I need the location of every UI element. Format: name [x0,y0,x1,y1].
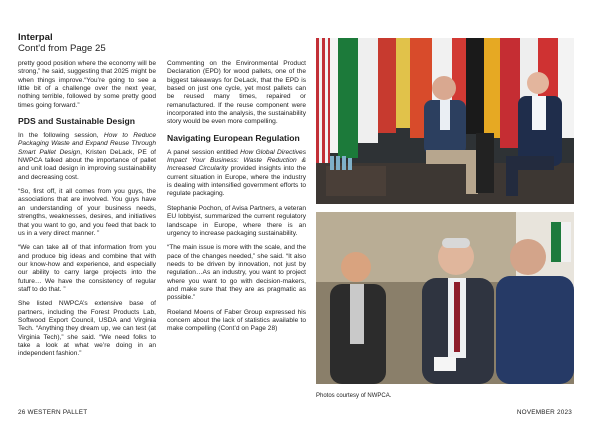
quote-paragraph: “So, first off, it all comes from you guys, the associations that are involved. You guys have an understanding of your business needs, strengths, weaknesses, desires, and initiatives that you want to go, and you feed that back to us in a very direct manner. ” [18,188,156,237]
paragraph: Commenting on the Environmental Product Declaration (EPD) for wood pallets, one of the biggest takeaways for DeLack, that the EPD is based on just one cycle, yet most pallets can be reused many times, repaired or remanufactured. If the reuse component were incorporated into the analysis, the sustainability story would be even more compelling. [167,60,306,126]
paragraph-text: , Kristen DeLack, PE of NWPCA talked about the importance of pallet and unit load design in improving sustainability and decreasing cost. [18,148,156,181]
quote-paragraph: “We can take all of that information from you and produce big ideas and combine that with our know-how and experience, and especially our ability to carry large projects into the future… We have the consistency of regular staff to do that. ” [18,244,156,293]
section-heading: PDS and Sustainable Design [18,116,135,127]
paragraph-text: In the following session, [18,132,104,140]
footer-page-number: 26 WESTERN PALLET [18,409,88,416]
text-column-left [18,60,156,365]
text-column-middle [167,60,306,340]
paragraph [18,132,156,182]
panel-photo-illustration [316,38,574,204]
networking-photo-illustration [316,212,574,384]
quote-paragraph: “The main issue is more with the scale, and the pace of the changes needed,” she said. “It also needs to be driven by innovation, not just by regulation…As an industry, you want to project where you want to go with decision-makers, and make sure that they are as pragmatic as possible.” [167,244,306,302]
session-title: How Global Directives Impact Your Business: Waste Reduction & Increased Circularity [167,148,306,173]
paragraph: Stephanie Pochon, of Avisa Partners, a veteran EU lobbyist, summarized the current regulatory landscape in Europe, where there is an urgency to increase packaging sustainability. [167,204,306,237]
photo-conversation [316,212,574,384]
session-title: How to Reduce Packaging Waste and Expand Reuse Through Smart Pallet Design [18,132,156,156]
footer-issue-date: NOVEMBER 2023 [516,409,572,416]
continued-from-note: Cont'd from Page 25 [18,43,106,54]
paragraph: pretty good position where the economy will be strong,” he said, suggesting that 2025 might be when things improve.“You’re going to see a little bit of a challenge over the next year, nothing terrible, followed by some pretty good times going forward.” [18,60,156,109]
article-title: Interpal [18,32,53,43]
section-heading: Navigating European Regulation [167,132,300,143]
paragraph: She listed NWPCA’s extensive base of partners, including the Forest Products Lab, Softwood Export Council, USDA and Virginia Tech. “Anything they dream up, we can test (at Virginia Tech),” she said. “We need folks to take a look at what we’re doing in an independent fashion.” [18,300,156,358]
paragraph [167,149,306,199]
photo-caption: Photos courtesy of NWPCA. [316,393,392,399]
paragraph-text: A panel session entitled [167,148,241,156]
article-header [18,32,308,54]
paragraph-text: provided insights into the current situation in Europe, where the industry is dealing with intensified government efforts to regulate packaging. [167,165,306,198]
paragraph: Roeland Moens of Faber Group expressed his concern about the lack of statistics available to make compelling (Cont’d on Page 28) [167,308,306,333]
photo-panel-speakers [316,38,574,204]
